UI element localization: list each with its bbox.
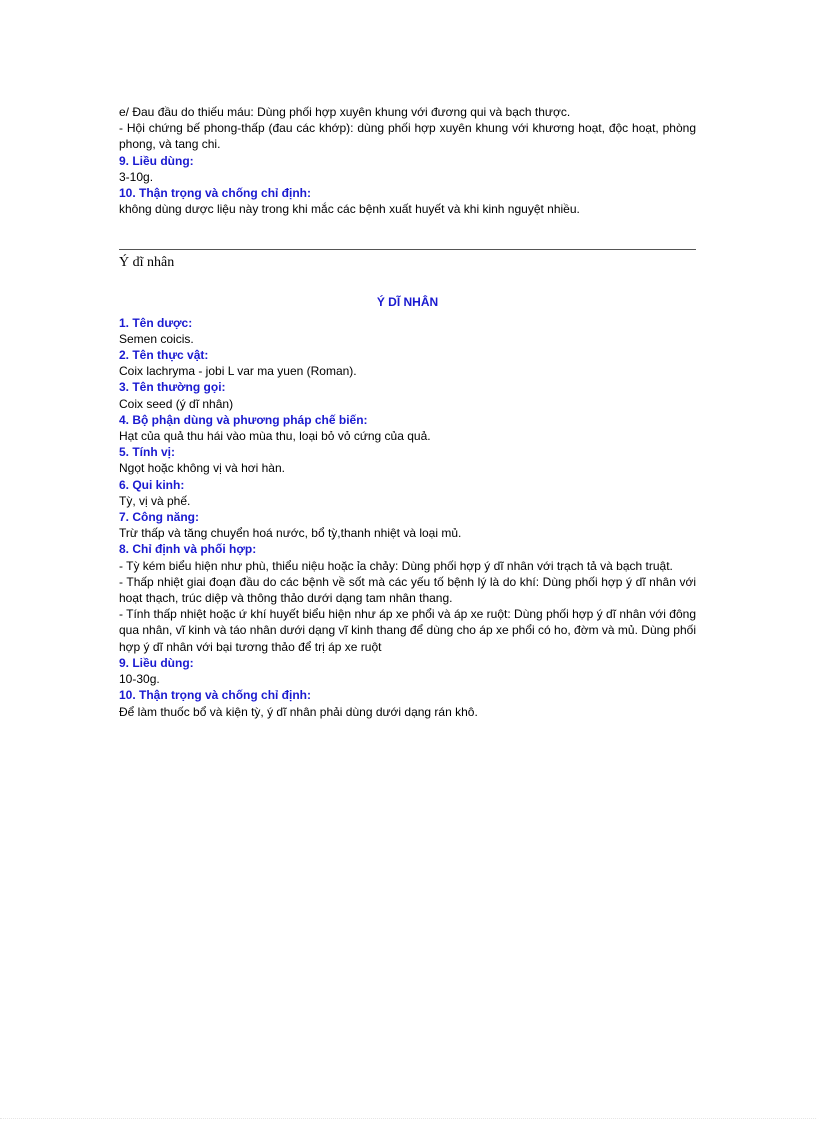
plant-name: Coix lachryma - jobi L var ma yuen (Roman). xyxy=(119,364,357,379)
paragraph-wind-damp: - Hội chứng bế phong-thấp (đau các khớp): dùng phối hợp xuyên khung với khương hoạt, độc hoạt, phòng phong, và tang chi. xyxy=(119,121,696,152)
divider-title: Ý dĩ nhân xyxy=(119,255,175,271)
heading-properties: 5. Tính vị: xyxy=(119,445,176,460)
heading-meridians: 6. Qui kinh: xyxy=(119,477,185,492)
section-divider xyxy=(119,249,696,250)
indication-1: - Tỳ kém biểu hiện như phù, thiểu niệu hoặc ỉa chảy: Dùng phối hợp ý dĩ nhân với trạch tả và bạch truật. xyxy=(119,558,673,573)
parts-used: Hạt của quả thu hái vào mùa thu, loại bỏ vỏ cứng của quả. xyxy=(119,429,431,444)
heading-dosage: 9. Liều dùng: xyxy=(119,153,194,168)
dosage-value-2: 10-30g. xyxy=(119,672,160,687)
document-page xyxy=(119,104,696,720)
heading-caution: 10. Thận trọng và chống chỉ định: xyxy=(119,186,312,201)
heading-parts-used: 4. Bộ phận dùng và phương pháp chế biến: xyxy=(119,412,368,427)
caution-text-2: Để làm thuốc bổ và kiện tỳ, ý dĩ nhân phải dùng dưới dạng rán khô. xyxy=(119,704,478,719)
drug-name: Semen coicis. xyxy=(119,331,194,346)
functions: Trừ thấp và tăng chuyển hoá nước, bổ tỳ,thanh nhiệt và loại mủ. xyxy=(119,526,462,541)
indication-3: - Tính thấp nhiệt hoặc ứ khí huyết biểu hiện như áp xe phổi và áp xe ruột: Dùng phối hợp ý dĩ nhân với đông qua nhân, vĩ kinh và táo nhân dưới dạng vĩ kinh thang để dùng cho áp xe phổi có ho, đờm và mủ. Dùng phối hợp ý dĩ nhân với bại tương thảo để trị áp xe ruột xyxy=(119,607,696,654)
spacer xyxy=(119,217,696,249)
heading-plant-name: 2. Tên thực vật: xyxy=(119,348,209,363)
heading-caution-2: 10. Thận trọng và chống chỉ định: xyxy=(119,688,312,703)
heading-indications: 8. Chỉ định và phối hợp: xyxy=(119,542,257,557)
properties: Ngọt hoặc không vị và hơi hàn. xyxy=(119,461,285,476)
caution-text: không dùng dược liệu này trong khi mắc các bệnh xuất huyết và khi kinh nguyệt nhiều. xyxy=(119,202,580,217)
heading-dosage-2: 9. Liều dùng: xyxy=(119,655,194,670)
section-title: Ý DĨ NHÂN xyxy=(376,295,439,310)
dosage-value: 3-10g. xyxy=(119,169,154,184)
heading-common-name: 3. Tên thường gọi: xyxy=(119,380,226,395)
page-bottom-border xyxy=(0,1118,816,1119)
heading-functions: 7. Công năng: xyxy=(119,510,199,525)
heading-drug-name: 1. Tên dược: xyxy=(119,315,193,330)
paragraph-anemia-headache: e/ Đau đầu do thiếu máu: Dùng phối hợp xuyên khung với đương qui và bạch thược. xyxy=(119,105,571,119)
indication-2: - Thấp nhiệt giai đoạn đầu do các bệnh về sốt mà các yếu tố bệnh lý là do khí: Dùng phối hợp ý dĩ nhân với hoạt thạch, trúc diệp và thông thảo dưới dạng tam nhân thang. xyxy=(119,574,696,606)
meridians: Tỳ, vị và phế. xyxy=(119,493,191,508)
common-name: Coix seed (ý dĩ nhân) xyxy=(119,396,234,411)
